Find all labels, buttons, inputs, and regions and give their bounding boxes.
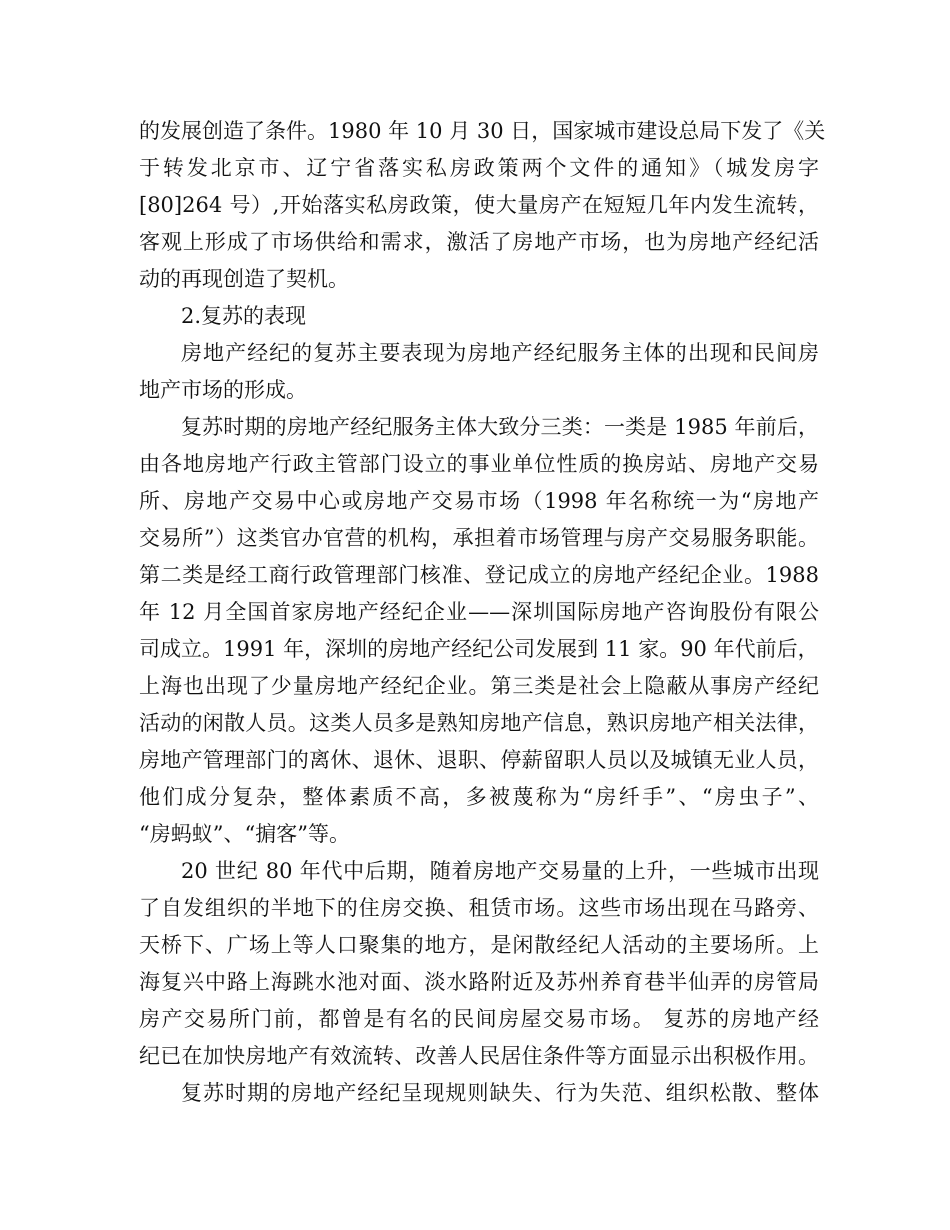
text-line: 纪已在加快房地产有效流转、改善人民居住条件等方面显示出积极作用。	[139, 1044, 819, 1068]
text-line: 所、房地产交易中心或房地产交易市场（1998 年名称统一为“房地产	[139, 489, 819, 513]
text-line: 于转发北京市、辽宁省落实私房政策两个文件的通知》（城发房字	[139, 156, 819, 180]
text-line: 动的再现创造了契机。	[139, 267, 349, 291]
text-line: 房地产管理部门的离休、退休、退职、停薪留职人员以及城镇无业人员，	[139, 748, 819, 772]
text-line: 交易所”）这类官办官营的机构，承担着市场管理与房产交易服务职能。	[139, 526, 819, 550]
text-line: 房地产经纪的复苏主要表现为房地产经纪服务主体的出现和民间房	[181, 341, 819, 365]
text-line: 房产交易所门前，都曾是有名的民间房屋交易市场。 复苏的房地产经	[139, 1007, 819, 1031]
text-line: 年 12 月全国首家房地产经纪企业——深圳国际房地产咨询股份有限公	[139, 600, 819, 624]
text-line: 海复兴中路上海跳水池对面、淡水路附近及苏州养育巷半仙弄的房管局	[139, 970, 819, 994]
text-line: 第二类是经工商行政管理部门核准、登记成立的房地产经纪企业。1988	[139, 563, 819, 587]
text-line: 由各地房地产行政主管部门设立的事业单位性质的换房站、房地产交易	[139, 452, 819, 476]
text-line: 2.复苏的表现	[181, 304, 307, 328]
text-line: 20 世纪 80 年代中后期，随着房地产交易量的上升，一些城市出现	[181, 859, 819, 883]
text-line: 上海也出现了少量房地产经纪企业。第三类是社会上隐蔽从事房产经纪	[139, 674, 819, 698]
text-line: 活动的闲散人员。这类人员多是熟知房地产信息，熟识房地产相关法律，	[139, 711, 819, 735]
document-page	[139, 113, 826, 1112]
text-line: 客观上形成了市场供给和需求，激活了房地产市场，也为房地产经纪活	[139, 230, 819, 254]
text-line: 了自发组织的半地下的住房交换、租赁市场。这些市场出现在马路旁、	[139, 896, 819, 920]
text-line: 司成立。1991 年，深圳的房地产经纪公司发展到 11 家。90 年代前后，	[139, 637, 819, 661]
text-line: 天桥下、广场上等人口聚集的地方，是闲散经纪人活动的主要场所。上	[139, 933, 819, 957]
text-line: 复苏时期的房地产经纪服务主体大致分三类：一类是 1985 年前后，	[181, 415, 819, 439]
text-line: 地产市场的形成。	[139, 378, 307, 402]
text-line: 的发展创造了条件。1980 年 10 月 30 日，国家城市建设总局下发了《关	[139, 119, 826, 143]
text-line: “房蚂蚁”、“掮客”等。	[139, 822, 350, 846]
text-line: 他们成分复杂，整体素质不高，多被蔑称为“房纤手”、“房虫子”、	[139, 785, 819, 809]
text-line: 复苏时期的房地产经纪呈现规则缺失、行为失范、组织松散、整体	[181, 1081, 819, 1105]
text-line: [80]264 号）,开始落实私房政策，使大量房产在短短几年内发生流转，	[139, 193, 819, 217]
